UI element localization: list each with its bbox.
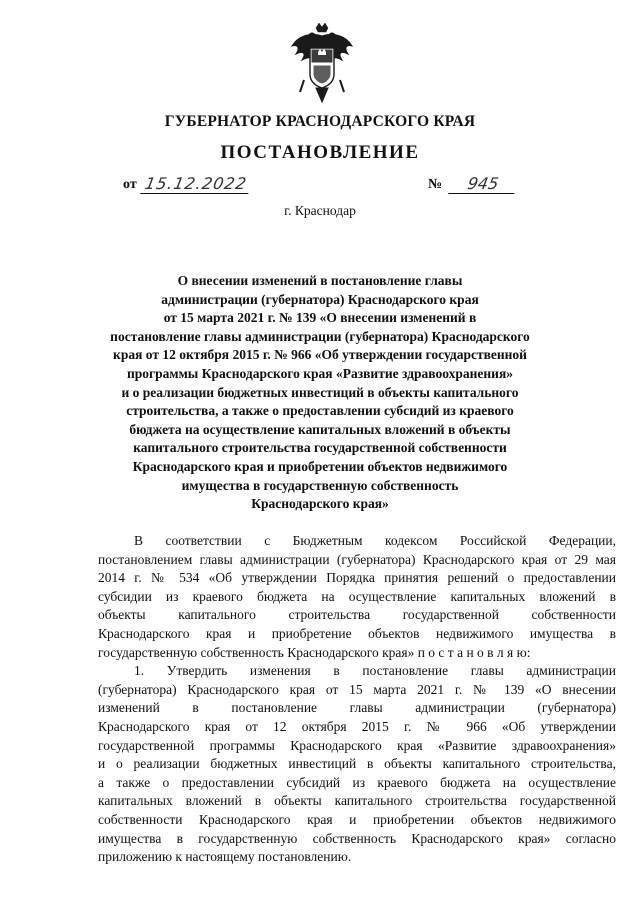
coat-of-arms-icon <box>290 22 354 104</box>
body-line: Краснодарского края от 12 октября 2015 г. № 966 «Об утверждении <box>98 718 616 734</box>
document-body <box>98 532 616 867</box>
number-prefix: № <box>428 177 443 192</box>
body-line: постановлением главы администрации (губернатора) Краснодарского края от 29 мая <box>98 551 616 567</box>
body-line: субсидии из краевого бюджета на осуществление капитальных вложений в <box>98 588 616 604</box>
document-date: 15.12.2022 <box>140 174 252 194</box>
title-line: постановление главы администрации (губернатора) Краснодарского <box>110 328 530 344</box>
title-line: О внесении изменений в постановление главы <box>177 273 463 288</box>
city: г. Краснодар <box>284 203 356 218</box>
title-line: капитального строительства государственной собственности <box>133 440 507 456</box>
title-line: края от 12 октября 2015 г. № 966 «Об утверждении государственной <box>113 347 527 363</box>
body-line: 1. Утвердить изменения в постановление главы администрации <box>134 663 616 679</box>
title-line: и о реализации бюджетных инвестиций в объекты капитального <box>121 384 519 400</box>
title-line: программы Краснодарского края «Развитие здравоохранения» <box>126 365 513 381</box>
body-line: капитальных вложений в объекты капитального строительства государственной <box>98 793 616 809</box>
body-line: (губернатора) Краснодарского края от 15 марта 2021 г. № 139 «О внесении <box>98 681 616 697</box>
body-line: 2014 г. № 534 «Об утверждении Порядка принятия решений о предоставлении <box>98 570 616 586</box>
issuing-authority: ГУБЕРНАТОР КРАСНОДАРСКОГО КРАЯ <box>164 113 476 130</box>
title-line: имущества в государственную собственность <box>181 477 459 493</box>
title-line: от 15 марта 2021 г. № 139 «О внесении изменений в <box>163 310 477 326</box>
document-type: ПОСТАНОВЛЕНИЕ <box>220 142 420 163</box>
document-number: 945 <box>448 174 518 194</box>
body-line: изменений в постановление главы администрации (губернатора) <box>98 700 616 716</box>
title-line: Краснодарского края» <box>251 496 389 512</box>
title-line: администрации (губернатора) Краснодарского края <box>161 291 479 307</box>
title-line: строительства, а также о предоставлении субсидий из краевого <box>126 403 514 419</box>
body-line: и о реализации бюджетных инвестиций в объекты капитального строительства, <box>98 756 616 772</box>
body-line: объекты капитального строительства государственной собственности <box>98 607 616 623</box>
document-title <box>100 272 540 514</box>
body-line: приложению к настоящему постановлению. <box>98 849 352 865</box>
body-line: В соответствии с Бюджетным кодексом Российской Федерации, <box>134 533 616 548</box>
body-line: имущества в государственную собственность Краснодарского края» согласно <box>98 830 616 846</box>
body-line: государственной программы Краснодарского края «Развитие здравоохранения» <box>98 737 616 753</box>
body-line: Краснодарского края и приобретение объектов недвижимого имущества в <box>98 625 616 641</box>
title-line: Краснодарского края и приобретении объектов недвижимого <box>132 458 508 474</box>
date-number-row <box>0 174 640 198</box>
body-line: государственную собственность Краснодарского края» п о с т а н о в л я ю: <box>98 644 531 660</box>
body-line: а также о предоставлении субсидий из краевого бюджета на осуществление <box>98 774 616 790</box>
date-prefix: от <box>123 177 137 192</box>
body-line: собственности Краснодарского края и приобретении объектов недвижимого <box>98 811 616 827</box>
title-line: бюджета на осуществление капитальных вложений в объекты <box>129 421 511 437</box>
